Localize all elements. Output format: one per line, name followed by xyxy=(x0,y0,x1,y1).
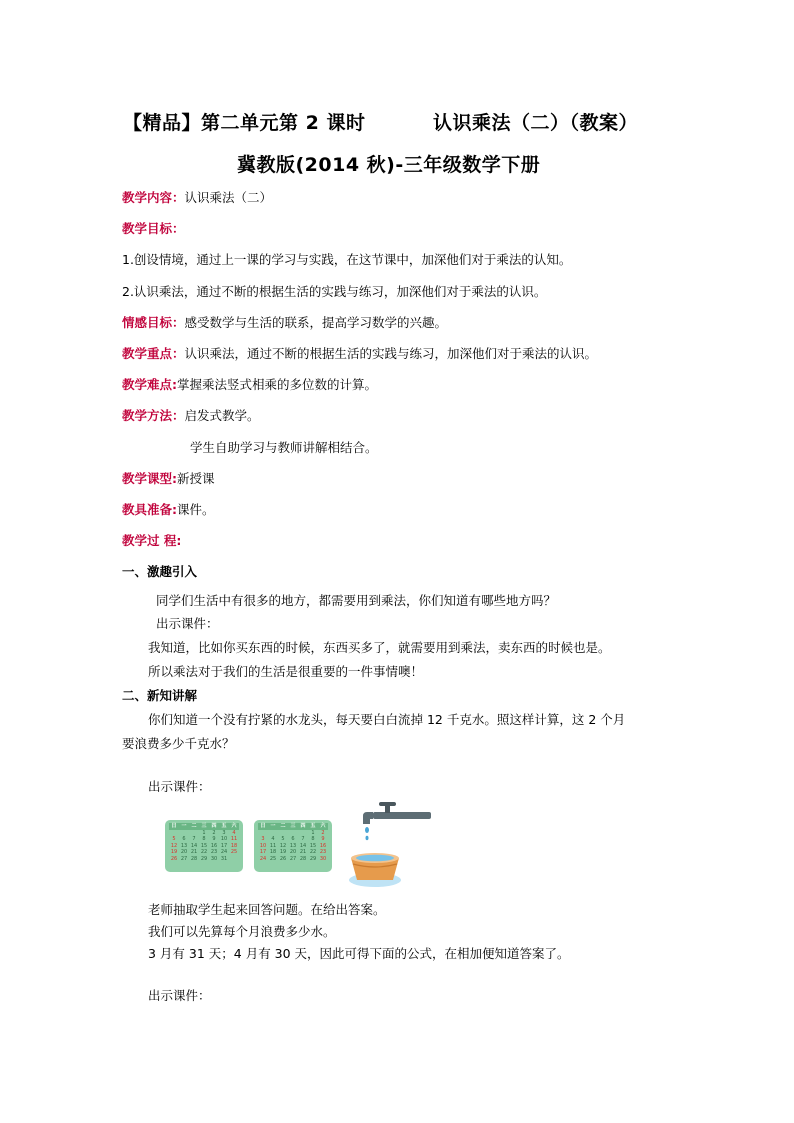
calendar-day xyxy=(278,830,288,837)
calendar-day: 4 xyxy=(232,829,236,836)
calendar-day xyxy=(189,830,199,837)
calendar-weekday: 日 xyxy=(169,823,179,830)
calendar-day: 13 xyxy=(180,842,188,849)
page-title-topic: 认识乘法（二）（教案） xyxy=(433,112,639,134)
faucet-spout xyxy=(363,812,373,824)
calendar-day: 18 xyxy=(230,842,238,849)
calendar-day: 25 xyxy=(269,855,277,862)
section-2-paragraph: 老师抽取学生起来回答问题。在给出答案。 xyxy=(148,902,386,917)
calendar-day: 9 xyxy=(212,836,216,843)
faucet-icon xyxy=(345,800,435,892)
calendar-day: 26 xyxy=(170,855,178,862)
method-value-1: 启发式教学。 xyxy=(184,408,260,423)
type-value: 新授课 xyxy=(177,471,215,486)
calendar-day: 15 xyxy=(309,842,317,849)
type-label: 教学课型 xyxy=(122,471,173,486)
calendar-day: 5 xyxy=(281,836,285,843)
goal-item-2: 2.认识乘法，通过不断的根据生活的实践与练习，加深他们对于乘法的认识。 xyxy=(122,284,547,299)
calendar-day: 26 xyxy=(279,855,287,862)
key-row: 教学重点：认识乘法，通过不断的根据生活的实践与练习，加深他们对于乘法的认识。 xyxy=(122,346,598,361)
calendar-day: 29 xyxy=(309,855,317,862)
section-1-paragraph: 所以乘法对于我们的生活是很重要的一件事情噢！ xyxy=(148,664,424,679)
calendar-day: 6 xyxy=(182,836,186,843)
calendar-day: 22 xyxy=(309,849,317,856)
emotion-row: 情感目标：感受数学与生活的联系，提高学习数学的兴趣。 xyxy=(122,315,448,330)
calendar-day: 8 xyxy=(311,836,315,843)
calendar-grid xyxy=(169,823,239,863)
section-2-paragraph: 要浪费多少千克水？ xyxy=(122,736,235,751)
faucet-pipe xyxy=(373,812,431,819)
calendar-day: 27 xyxy=(289,855,297,862)
calendar-day: 2 xyxy=(212,829,216,836)
calendar-day: 24 xyxy=(220,849,228,856)
show-courseware-label: 出示课件： xyxy=(148,988,211,1003)
calendar-weekday: 日 xyxy=(258,823,268,830)
calendar-day: 19 xyxy=(279,849,287,856)
calendar-day: 1 xyxy=(202,829,206,836)
calendar-day: 6 xyxy=(291,836,295,843)
calendar-weekday: 四 xyxy=(298,823,308,830)
section-1-heading: 一、激趣引入 xyxy=(122,564,198,579)
calendar-day: 12 xyxy=(279,842,287,849)
calendar-weekday: 二 xyxy=(189,823,199,830)
calendar-day xyxy=(258,830,268,837)
water-drop xyxy=(365,827,369,833)
calendar-day: 20 xyxy=(180,849,188,856)
process-row: 教学过 程: xyxy=(122,533,182,548)
emotion-label: 情感目标 xyxy=(122,315,173,330)
calendar-day: 30 xyxy=(210,855,218,862)
calendar-day: 3 xyxy=(222,829,226,836)
calendar-day: 23 xyxy=(319,849,327,856)
calendar-day: 17 xyxy=(259,849,267,856)
calendar-day: 29 xyxy=(200,855,208,862)
content-value: 认识乘法（二） xyxy=(184,190,273,205)
calendar-day xyxy=(229,856,239,863)
show-courseware-label: 出示课件： xyxy=(148,779,211,794)
calendar-day: 11 xyxy=(230,836,238,843)
calendar-day xyxy=(179,830,189,837)
difficulty-value: 掌握乘法竖式相乘的多位数的计算。 xyxy=(177,377,378,392)
tools-value: 课件。 xyxy=(177,502,215,517)
calendar-day: 31 xyxy=(220,855,228,862)
calendar-day: 3 xyxy=(261,836,265,843)
calendar-day: 16 xyxy=(210,842,218,849)
section-1-paragraph: 出示课件： xyxy=(156,616,219,631)
calendar-day: 30 xyxy=(319,855,327,862)
section-2-paragraph: 3 月有 31 天；4 月有 30 天，因此可得下面的公式，在相加便知道答案了。 xyxy=(148,946,570,961)
calendar-day: 11 xyxy=(269,842,277,849)
calendar-day: 7 xyxy=(301,836,305,843)
key-value: 认识乘法，通过不断的根据生活的实践与练习，加深他们对于乘法的认识。 xyxy=(184,346,598,361)
calendar-day: 28 xyxy=(190,855,198,862)
tools-row: 教具准备:课件。 xyxy=(122,502,215,517)
calendar-day xyxy=(268,830,278,837)
calendar-march xyxy=(165,820,243,872)
section-2-paragraph: 我们可以先算每个月浪费多少水。 xyxy=(148,924,336,939)
page-title: 【精品】第二单元第 2 课时 xyxy=(123,112,366,134)
calendar-day: 10 xyxy=(220,836,228,843)
page-subtitle: 冀教版(2014 秋)-三年级数学下册 xyxy=(237,154,541,176)
calendar-weekday: 五 xyxy=(219,823,229,830)
difficulty-label: 教学难点 xyxy=(122,377,173,392)
calendar-day: 9 xyxy=(321,836,325,843)
calendar-weekday: 六 xyxy=(229,823,239,830)
key-label: 教学重点 xyxy=(122,346,173,361)
calendar-day: 10 xyxy=(259,842,267,849)
calendar-day: 12 xyxy=(170,842,178,849)
calendar-weekday: 一 xyxy=(268,823,278,830)
calendar-day: 14 xyxy=(190,842,198,849)
goal-row: 教学目标： xyxy=(122,221,185,236)
section-1-paragraph: 同学们生活中有很多的地方，都需要用到乘法，你们知道有哪些地方吗？ xyxy=(156,593,557,608)
calendar-weekday: 三 xyxy=(199,823,209,830)
tools-label: 教具准备 xyxy=(122,502,173,517)
type-row: 教学课型:新授课 xyxy=(122,471,215,486)
calendar-day xyxy=(288,830,298,837)
calendar-day: 1 xyxy=(311,829,315,836)
calendar-day: 20 xyxy=(289,849,297,856)
calendar-day: 13 xyxy=(289,842,297,849)
calendar-day xyxy=(298,830,308,837)
calendar-day: 14 xyxy=(299,842,307,849)
calendar-weekday: 五 xyxy=(308,823,318,830)
method-row: 教学方法：启发式教学。 xyxy=(122,408,260,423)
calendar-day xyxy=(169,830,179,837)
calendar-weekday: 六 xyxy=(318,823,328,830)
difficulty-row: 教学难点:掌握乘法竖式相乘的多位数的计算。 xyxy=(122,377,378,392)
method-label: 教学方法 xyxy=(122,408,173,423)
water-drop xyxy=(366,836,369,840)
calendar-day: 25 xyxy=(230,849,238,856)
content-label: 教学内容 xyxy=(122,190,173,205)
goal-item-1: 1.创设情境，通过上一课的学习与实践，在这节课中，加深他们对于乘法的认知。 xyxy=(122,252,572,267)
calendar-april xyxy=(254,820,332,872)
calendar-day: 22 xyxy=(200,849,208,856)
calendar-weekday: 三 xyxy=(288,823,298,830)
calendar-day: 4 xyxy=(271,836,275,843)
calendar-day: 8 xyxy=(202,836,206,843)
calendar-day: 15 xyxy=(200,842,208,849)
calendar-day: 18 xyxy=(269,849,277,856)
calendar-weekday: 一 xyxy=(179,823,189,830)
method-value-2: 学生自助学习与教师讲解相结合。 xyxy=(190,440,378,455)
calendar-day: 5 xyxy=(172,836,176,843)
content-row: 教学内容：认识乘法（二） xyxy=(122,190,273,205)
calendar-day: 2 xyxy=(321,829,325,836)
calendar-day: 23 xyxy=(210,849,218,856)
section-1-paragraph: 我知道，比如你买东西的时候，东西买多了，就需要用到乘法，卖东西的时候也是。 xyxy=(148,640,611,655)
calendar-day: 27 xyxy=(180,855,188,862)
calendar-grid xyxy=(258,823,328,863)
calendar-day: 21 xyxy=(299,849,307,856)
emotion-value: 感受数学与生活的联系，提高学习数学的兴趣。 xyxy=(184,315,448,330)
calendar-day: 17 xyxy=(220,842,228,849)
calendar-day: 7 xyxy=(192,836,196,843)
calendar-weekday: 二 xyxy=(278,823,288,830)
calendar-day: 19 xyxy=(170,849,178,856)
calendar-day: 21 xyxy=(190,849,198,856)
process-label: 教学过 程 xyxy=(122,533,177,548)
section-2-paragraph: 你们知道一个没有拧紧的水龙头，每天要白白流掉 12 千克水。照这样计算，这 2 个月 xyxy=(148,712,626,727)
calendar-day: 28 xyxy=(299,855,307,862)
section-2-heading: 二、新知讲解 xyxy=(122,688,198,703)
calendar-day: 16 xyxy=(319,842,327,849)
goal-label: 教学目标 xyxy=(122,221,173,236)
calendar-weekday: 四 xyxy=(209,823,219,830)
calendar-day: 24 xyxy=(259,855,267,862)
